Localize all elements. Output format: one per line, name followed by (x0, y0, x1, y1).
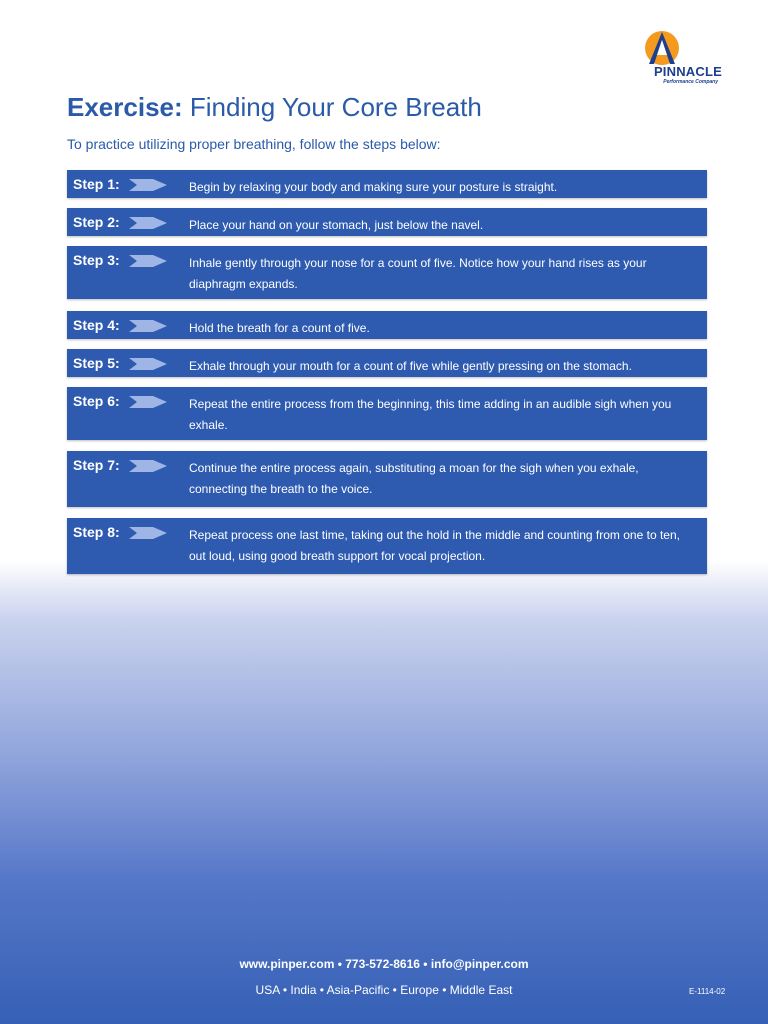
arrow-icon (129, 214, 167, 232)
arrow-icon (129, 393, 167, 411)
title-prefix: Exercise: (67, 92, 183, 122)
footer-contact: www.pinper.com • 773-572-8616 • info@pinper.com (239, 957, 529, 971)
step-row (67, 311, 707, 339)
step-text: Repeat process one last time, taking out the hold in the middle and counting from one to ten, out loud, using good breath support for vocal projection. (189, 528, 680, 563)
document-code: E-1114-02 (689, 987, 726, 996)
logo-tagline: Performance Company (663, 79, 718, 85)
arrow-icon (129, 355, 167, 373)
step-row (67, 246, 707, 299)
step-row (67, 208, 707, 236)
step-label: Step 6: (73, 393, 120, 409)
page-title (67, 92, 482, 123)
step-label: Step 8: (73, 524, 120, 540)
footer-regions: USA • India • Asia-Pacific • Europe • Middle East (255, 983, 513, 997)
step-label: Step 4: (73, 317, 120, 333)
step-row (67, 518, 707, 574)
step-label: Step 5: (73, 355, 120, 371)
step-text: Inhale gently through your nose for a count of five. Notice how your hand rises as your diaphragm expands. (189, 256, 647, 291)
step-row (67, 349, 707, 377)
step-row (67, 170, 707, 198)
intro-text: To practice utilizing proper breathing, follow the steps below: (67, 136, 441, 152)
step-text: Place your hand on your stomach, just below the navel. (189, 218, 484, 232)
arrow-icon (129, 317, 167, 335)
step-text: Continue the entire process again, substituting a moan for the sigh when you exhale, connecting the breath to the voice. (189, 461, 639, 496)
logo-wordmark: PINNACLE (653, 64, 722, 79)
arrow-icon (129, 457, 167, 475)
step-text: Begin by relaxing your body and making sure your posture is straight. (189, 180, 558, 194)
step-text: Repeat the entire process from the beginning, this time adding in an audible sigh when you exhale. (189, 397, 672, 432)
step-label: Step 2: (73, 214, 120, 230)
step-text: Exhale through your mouth for a count of five while gently pressing on the stomach. (189, 359, 632, 373)
step-row (67, 451, 707, 507)
arrow-icon (129, 176, 167, 194)
arrow-icon (129, 524, 167, 542)
pinnacle-logo (636, 30, 722, 90)
step-label: Step 3: (73, 252, 120, 268)
step-label: Step 7: (73, 457, 120, 473)
step-row (67, 387, 707, 440)
arrow-icon (129, 252, 167, 270)
title-text: Finding Your Core Breath (182, 92, 482, 122)
step-text: Hold the breath for a count of five. (189, 321, 370, 335)
step-label: Step 1: (73, 176, 120, 192)
